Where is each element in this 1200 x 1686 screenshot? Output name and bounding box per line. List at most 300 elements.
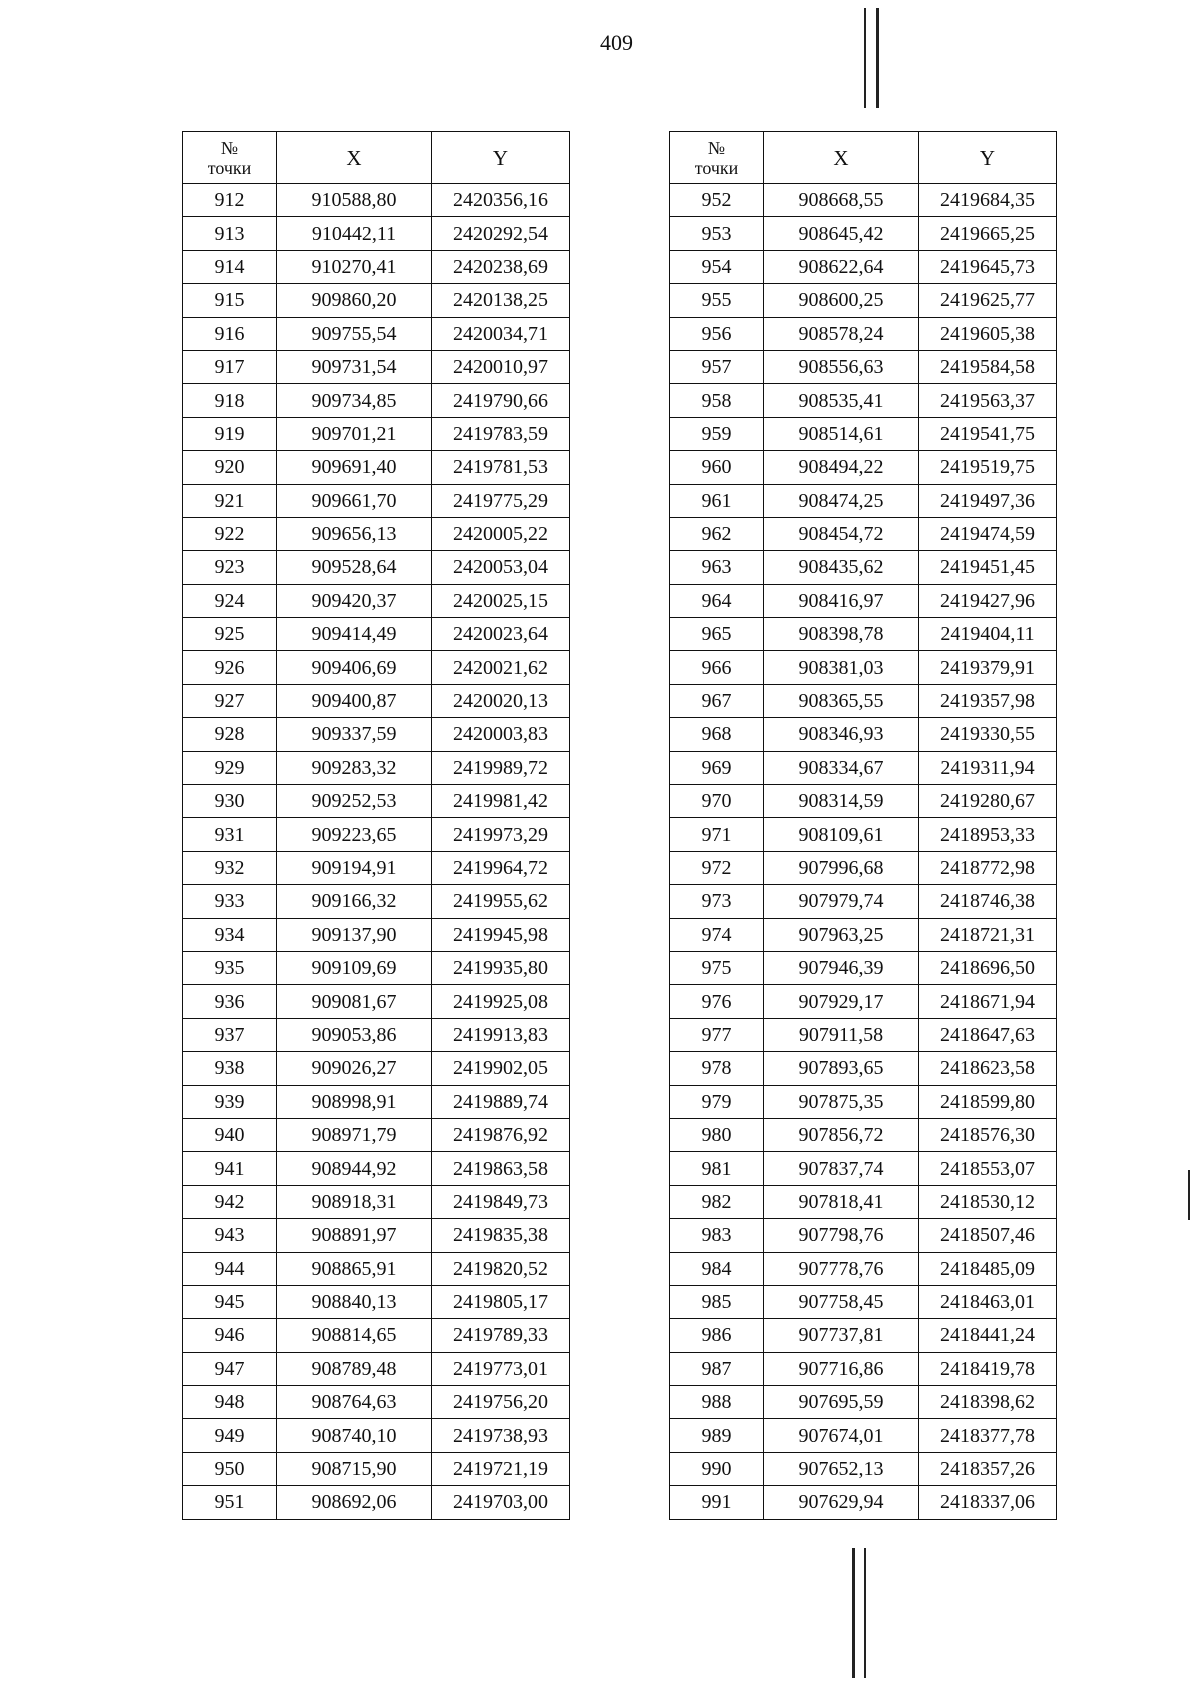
scan-edge-line [1188,1170,1190,1220]
x-coordinate-cell: 909137,90 [277,918,432,951]
point-number-cell: 973 [670,885,764,918]
table-row [183,918,570,951]
x-coordinate-cell: 908416,97 [764,584,919,617]
point-number-cell: 947 [183,1352,277,1385]
table-row [670,918,1057,951]
y-coordinate-cell: 2420020,13 [432,684,570,717]
x-coordinate-cell: 908334,67 [764,751,919,784]
y-coordinate-cell: 2419756,20 [432,1386,570,1419]
y-coordinate-cell: 2419789,33 [432,1319,570,1352]
x-coordinate-cell: 908474,25 [764,484,919,517]
table-row [670,1452,1057,1485]
table-row [670,184,1057,217]
y-coordinate-cell: 2419781,53 [432,451,570,484]
x-coordinate-cell: 907893,65 [764,1052,919,1085]
y-coordinate-cell: 2419563,37 [919,384,1057,417]
y-coordinate-cell: 2420356,16 [432,184,570,217]
table-row [183,317,570,350]
point-number-cell: 951 [183,1486,277,1519]
table-row [670,1219,1057,1252]
y-coordinate-cell: 2418398,62 [919,1386,1057,1419]
y-coordinate-cell: 2419427,96 [919,584,1057,617]
y-coordinate-cell: 2419935,80 [432,951,570,984]
point-number-cell: 959 [670,417,764,450]
point-number-cell: 929 [183,751,277,784]
x-coordinate-cell: 907856,72 [764,1118,919,1151]
point-number-cell: 960 [670,451,764,484]
y-coordinate-cell: 2419876,92 [432,1118,570,1151]
table-row [183,1352,570,1385]
point-number-cell: 983 [670,1219,764,1252]
point-number-cell: 978 [670,1052,764,1085]
x-coordinate-cell: 907996,68 [764,851,919,884]
y-coordinate-cell: 2419665,25 [919,217,1057,250]
point-number-cell: 924 [183,584,277,617]
point-number-cell: 946 [183,1319,277,1352]
y-coordinate-cell: 2418576,30 [919,1118,1057,1151]
point-number-cell: 987 [670,1352,764,1385]
x-coordinate-cell: 907911,58 [764,1018,919,1051]
x-coordinate-cell: 907979,74 [764,885,919,918]
table-row [183,751,570,784]
point-number-cell: 935 [183,951,277,984]
scan-edge-line [864,1548,866,1678]
header-point-number: № точки [183,132,277,184]
table-body [670,184,1057,1520]
point-number-cell: 916 [183,317,277,350]
table-row [670,718,1057,751]
y-coordinate-cell: 2420021,62 [432,651,570,684]
header-x: X [764,132,919,184]
table-row [183,1219,570,1252]
table-row [670,1118,1057,1151]
y-coordinate-cell: 2418507,46 [919,1219,1057,1252]
table-row [183,217,570,250]
table-row [183,1452,570,1485]
table-row [183,1052,570,1085]
table-row [183,584,570,617]
point-number-cell: 955 [670,284,764,317]
x-coordinate-cell: 909283,32 [277,751,432,784]
point-number-cell: 936 [183,985,277,1018]
coordinates-table-right [669,131,1057,1520]
y-coordinate-cell: 2419820,52 [432,1252,570,1285]
table-row [183,250,570,283]
point-number-cell: 941 [183,1152,277,1185]
y-coordinate-cell: 2419964,72 [432,851,570,884]
table-row [670,1052,1057,1085]
y-coordinate-cell: 2420005,22 [432,517,570,550]
point-number-cell: 919 [183,417,277,450]
x-coordinate-cell: 908535,41 [764,384,919,417]
point-number-cell: 976 [670,985,764,1018]
table-row [670,785,1057,818]
y-coordinate-cell: 2419645,73 [919,250,1057,283]
x-coordinate-cell: 907837,74 [764,1152,919,1185]
point-number-cell: 988 [670,1386,764,1419]
y-coordinate-cell: 2419945,98 [432,918,570,951]
table-row [670,618,1057,651]
x-coordinate-cell: 907629,94 [764,1486,919,1519]
point-number-cell: 940 [183,1118,277,1151]
y-coordinate-cell: 2419451,45 [919,551,1057,584]
y-coordinate-cell: 2418647,63 [919,1018,1057,1051]
x-coordinate-cell: 907737,81 [764,1319,919,1352]
x-coordinate-cell: 909081,67 [277,985,432,1018]
x-coordinate-cell: 908998,91 [277,1085,432,1118]
x-coordinate-cell: 908346,93 [764,718,919,751]
point-number-cell: 966 [670,651,764,684]
x-coordinate-cell: 910270,41 [277,250,432,283]
header-point-number: № точки [670,132,764,184]
point-number-cell: 961 [670,484,764,517]
point-number-cell: 922 [183,517,277,550]
y-coordinate-cell: 2419805,17 [432,1285,570,1318]
x-coordinate-cell: 908668,55 [764,184,919,217]
x-coordinate-cell: 908454,72 [764,517,919,550]
table-row [670,1386,1057,1419]
x-coordinate-cell: 909860,20 [277,284,432,317]
x-coordinate-cell: 908865,91 [277,1252,432,1285]
x-coordinate-cell: 907798,76 [764,1219,919,1252]
x-coordinate-cell: 909661,70 [277,484,432,517]
x-coordinate-cell: 908556,63 [764,350,919,383]
y-coordinate-cell: 2419973,29 [432,818,570,851]
x-coordinate-cell: 908789,48 [277,1352,432,1385]
table-row [183,718,570,751]
y-coordinate-cell: 2419584,58 [919,350,1057,383]
header-x: X [277,132,432,184]
point-number-cell: 964 [670,584,764,617]
point-number-cell: 939 [183,1085,277,1118]
point-number-cell: 917 [183,350,277,383]
point-number-cell: 950 [183,1452,277,1485]
table-row [183,1152,570,1185]
y-coordinate-cell: 2418377,78 [919,1419,1057,1452]
point-number-cell: 921 [183,484,277,517]
y-coordinate-cell: 2418419,78 [919,1352,1057,1385]
y-coordinate-cell: 2419889,74 [432,1085,570,1118]
y-coordinate-cell: 2419783,59 [432,417,570,450]
y-coordinate-cell: 2420034,71 [432,317,570,350]
y-coordinate-cell: 2419703,00 [432,1486,570,1519]
x-coordinate-cell: 908109,61 [764,818,919,851]
point-number-cell: 981 [670,1152,764,1185]
table-row [183,284,570,317]
y-coordinate-cell: 2419519,75 [919,451,1057,484]
table-row [183,1386,570,1419]
table-row [183,384,570,417]
y-coordinate-cell: 2418746,38 [919,885,1057,918]
x-coordinate-cell: 908814,65 [277,1319,432,1352]
point-number-cell: 956 [670,317,764,350]
y-coordinate-cell: 2419605,38 [919,317,1057,350]
table-row [670,684,1057,717]
table-row [670,1486,1057,1519]
x-coordinate-cell: 909400,87 [277,684,432,717]
table-row [183,985,570,1018]
y-coordinate-cell: 2419541,75 [919,417,1057,450]
y-coordinate-cell: 2418463,01 [919,1285,1057,1318]
x-coordinate-cell: 907778,76 [764,1252,919,1285]
y-coordinate-cell: 2419863,58 [432,1152,570,1185]
table-row [670,317,1057,350]
table-row [183,1252,570,1285]
x-coordinate-cell: 908840,13 [277,1285,432,1318]
y-coordinate-cell: 2420292,54 [432,217,570,250]
point-number-cell: 984 [670,1252,764,1285]
x-coordinate-cell: 909053,86 [277,1018,432,1051]
table-row [670,284,1057,317]
table-row [670,1419,1057,1452]
x-coordinate-cell: 908600,25 [764,284,919,317]
table-row [183,951,570,984]
x-coordinate-cell: 908622,64 [764,250,919,283]
x-coordinate-cell: 909691,40 [277,451,432,484]
point-number-cell: 949 [183,1419,277,1452]
point-number-cell: 920 [183,451,277,484]
point-number-cell: 971 [670,818,764,851]
table-row [183,1118,570,1151]
point-number-cell: 928 [183,718,277,751]
point-number-cell: 975 [670,951,764,984]
y-coordinate-cell: 2419330,55 [919,718,1057,751]
x-coordinate-cell: 909337,59 [277,718,432,751]
point-number-cell: 958 [670,384,764,417]
y-coordinate-cell: 2420010,97 [432,350,570,383]
point-number-cell: 954 [670,250,764,283]
x-coordinate-cell: 909223,65 [277,818,432,851]
table-row [670,1252,1057,1285]
x-coordinate-cell: 909656,13 [277,517,432,550]
x-coordinate-cell: 908314,59 [764,785,919,818]
point-number-cell: 942 [183,1185,277,1218]
x-coordinate-cell: 909755,54 [277,317,432,350]
y-coordinate-cell: 2419835,38 [432,1219,570,1252]
y-coordinate-cell: 2419311,94 [919,751,1057,784]
y-coordinate-cell: 2419497,36 [919,484,1057,517]
x-coordinate-cell: 908494,22 [764,451,919,484]
table-header-row [670,132,1057,184]
table-row [670,1152,1057,1185]
point-number-cell: 925 [183,618,277,651]
y-coordinate-cell: 2419913,83 [432,1018,570,1051]
scan-edge-line [852,1548,855,1678]
y-coordinate-cell: 2418623,58 [919,1052,1057,1085]
y-coordinate-cell: 2418337,06 [919,1486,1057,1519]
x-coordinate-cell: 908365,55 [764,684,919,717]
point-number-cell: 944 [183,1252,277,1285]
x-coordinate-cell: 907946,39 [764,951,919,984]
y-coordinate-cell: 2419955,62 [432,885,570,918]
point-number-cell: 965 [670,618,764,651]
table-row [183,1319,570,1352]
point-number-cell: 943 [183,1219,277,1252]
point-number-cell: 952 [670,184,764,217]
x-coordinate-cell: 908944,92 [277,1152,432,1185]
table-row [670,451,1057,484]
table-row [670,250,1057,283]
point-number-cell: 913 [183,217,277,250]
table-row [183,1486,570,1519]
table-row [183,785,570,818]
scan-edge-line [876,8,879,108]
x-coordinate-cell: 909109,69 [277,951,432,984]
y-coordinate-cell: 2419379,91 [919,651,1057,684]
y-coordinate-cell: 2419357,98 [919,684,1057,717]
x-coordinate-cell: 908514,61 [764,417,919,450]
table-row [183,684,570,717]
point-number-cell: 932 [183,851,277,884]
y-coordinate-cell: 2418441,24 [919,1319,1057,1352]
point-number-cell: 968 [670,718,764,751]
point-number-cell: 948 [183,1386,277,1419]
point-number-cell: 970 [670,785,764,818]
table-row [670,350,1057,383]
y-coordinate-cell: 2419721,19 [432,1452,570,1485]
point-number-cell: 980 [670,1118,764,1151]
table-row [670,851,1057,884]
table-row [183,1085,570,1118]
point-number-cell: 931 [183,818,277,851]
y-coordinate-cell: 2420003,83 [432,718,570,751]
x-coordinate-cell: 907758,45 [764,1285,919,1318]
x-coordinate-cell: 909252,53 [277,785,432,818]
y-coordinate-cell: 2418721,31 [919,918,1057,951]
y-coordinate-cell: 2420023,64 [432,618,570,651]
x-coordinate-cell: 909528,64 [277,551,432,584]
table-row [183,818,570,851]
x-coordinate-cell: 909414,49 [277,618,432,651]
table-row [183,350,570,383]
table-row [670,1285,1057,1318]
x-coordinate-cell: 908740,10 [277,1419,432,1452]
x-coordinate-cell: 910442,11 [277,217,432,250]
x-coordinate-cell: 908435,62 [764,551,919,584]
y-coordinate-cell: 2420238,69 [432,250,570,283]
table-row [670,417,1057,450]
point-number-cell: 912 [183,184,277,217]
y-coordinate-cell: 2419625,77 [919,284,1057,317]
x-coordinate-cell: 907716,86 [764,1352,919,1385]
point-number-cell: 962 [670,517,764,550]
x-coordinate-cell: 908578,24 [764,317,919,350]
y-coordinate-cell: 2419404,11 [919,618,1057,651]
x-coordinate-cell: 908764,63 [277,1386,432,1419]
table-row [183,1185,570,1218]
y-coordinate-cell: 2419981,42 [432,785,570,818]
table-row [183,551,570,584]
point-number-cell: 977 [670,1018,764,1051]
table-row [670,651,1057,684]
point-number-cell: 989 [670,1419,764,1452]
point-number-cell: 991 [670,1486,764,1519]
point-number-cell: 945 [183,1285,277,1318]
point-number-cell: 915 [183,284,277,317]
y-coordinate-cell: 2418772,98 [919,851,1057,884]
table-row [670,484,1057,517]
x-coordinate-cell: 907875,35 [764,1085,919,1118]
page-number: 409 [600,30,633,55]
x-coordinate-cell: 907674,01 [764,1419,919,1452]
point-number-cell: 957 [670,350,764,383]
point-number-cell: 969 [670,751,764,784]
x-coordinate-cell: 909406,69 [277,651,432,684]
y-coordinate-cell: 2420025,15 [432,584,570,617]
y-coordinate-cell: 2419925,08 [432,985,570,1018]
table-row [670,951,1057,984]
y-coordinate-cell: 2418953,33 [919,818,1057,851]
y-coordinate-cell: 2418485,09 [919,1252,1057,1285]
table-row [670,584,1057,617]
table-row [183,651,570,684]
table-row [183,618,570,651]
table-row [670,1085,1057,1118]
y-coordinate-cell: 2418553,07 [919,1152,1057,1185]
point-number-cell: 914 [183,250,277,283]
point-number-cell: 934 [183,918,277,951]
point-number-cell: 972 [670,851,764,884]
y-coordinate-cell: 2419902,05 [432,1052,570,1085]
table-row [183,517,570,550]
table-row [670,384,1057,417]
coordinates-table-left [182,131,570,1520]
y-coordinate-cell: 2418599,80 [919,1085,1057,1118]
table-row [183,1285,570,1318]
table-row [670,818,1057,851]
y-coordinate-cell: 2419989,72 [432,751,570,784]
table-row [183,417,570,450]
x-coordinate-cell: 907963,25 [764,918,919,951]
y-coordinate-cell: 2419790,66 [432,384,570,417]
table-body [183,184,570,1520]
point-number-cell: 990 [670,1452,764,1485]
y-coordinate-cell: 2419738,93 [432,1419,570,1452]
point-number-cell: 918 [183,384,277,417]
scan-edge-line [864,8,866,108]
x-coordinate-cell: 909420,37 [277,584,432,617]
y-coordinate-cell: 2419280,67 [919,785,1057,818]
y-coordinate-cell: 2419474,59 [919,517,1057,550]
x-coordinate-cell: 907695,59 [764,1386,919,1419]
point-number-cell: 985 [670,1285,764,1318]
table-row [670,1018,1057,1051]
x-coordinate-cell: 909026,27 [277,1052,432,1085]
point-number-cell: 986 [670,1319,764,1352]
table-row [670,1319,1057,1352]
point-number-cell: 927 [183,684,277,717]
x-coordinate-cell: 908918,31 [277,1185,432,1218]
point-number-cell: 937 [183,1018,277,1051]
y-coordinate-cell: 2420053,04 [432,551,570,584]
x-coordinate-cell: 908381,03 [764,651,919,684]
x-coordinate-cell: 909731,54 [277,350,432,383]
x-coordinate-cell: 909734,85 [277,384,432,417]
point-number-cell: 933 [183,885,277,918]
x-coordinate-cell: 908398,78 [764,618,919,651]
point-number-cell: 974 [670,918,764,951]
x-coordinate-cell: 909701,21 [277,417,432,450]
y-coordinate-cell: 2419773,01 [432,1352,570,1385]
table-row [183,885,570,918]
y-coordinate-cell: 2418671,94 [919,985,1057,1018]
header-y: Y [919,132,1057,184]
point-number-cell: 982 [670,1185,764,1218]
point-number-cell: 926 [183,651,277,684]
x-coordinate-cell: 907818,41 [764,1185,919,1218]
point-number-cell: 923 [183,551,277,584]
table-row [183,851,570,884]
